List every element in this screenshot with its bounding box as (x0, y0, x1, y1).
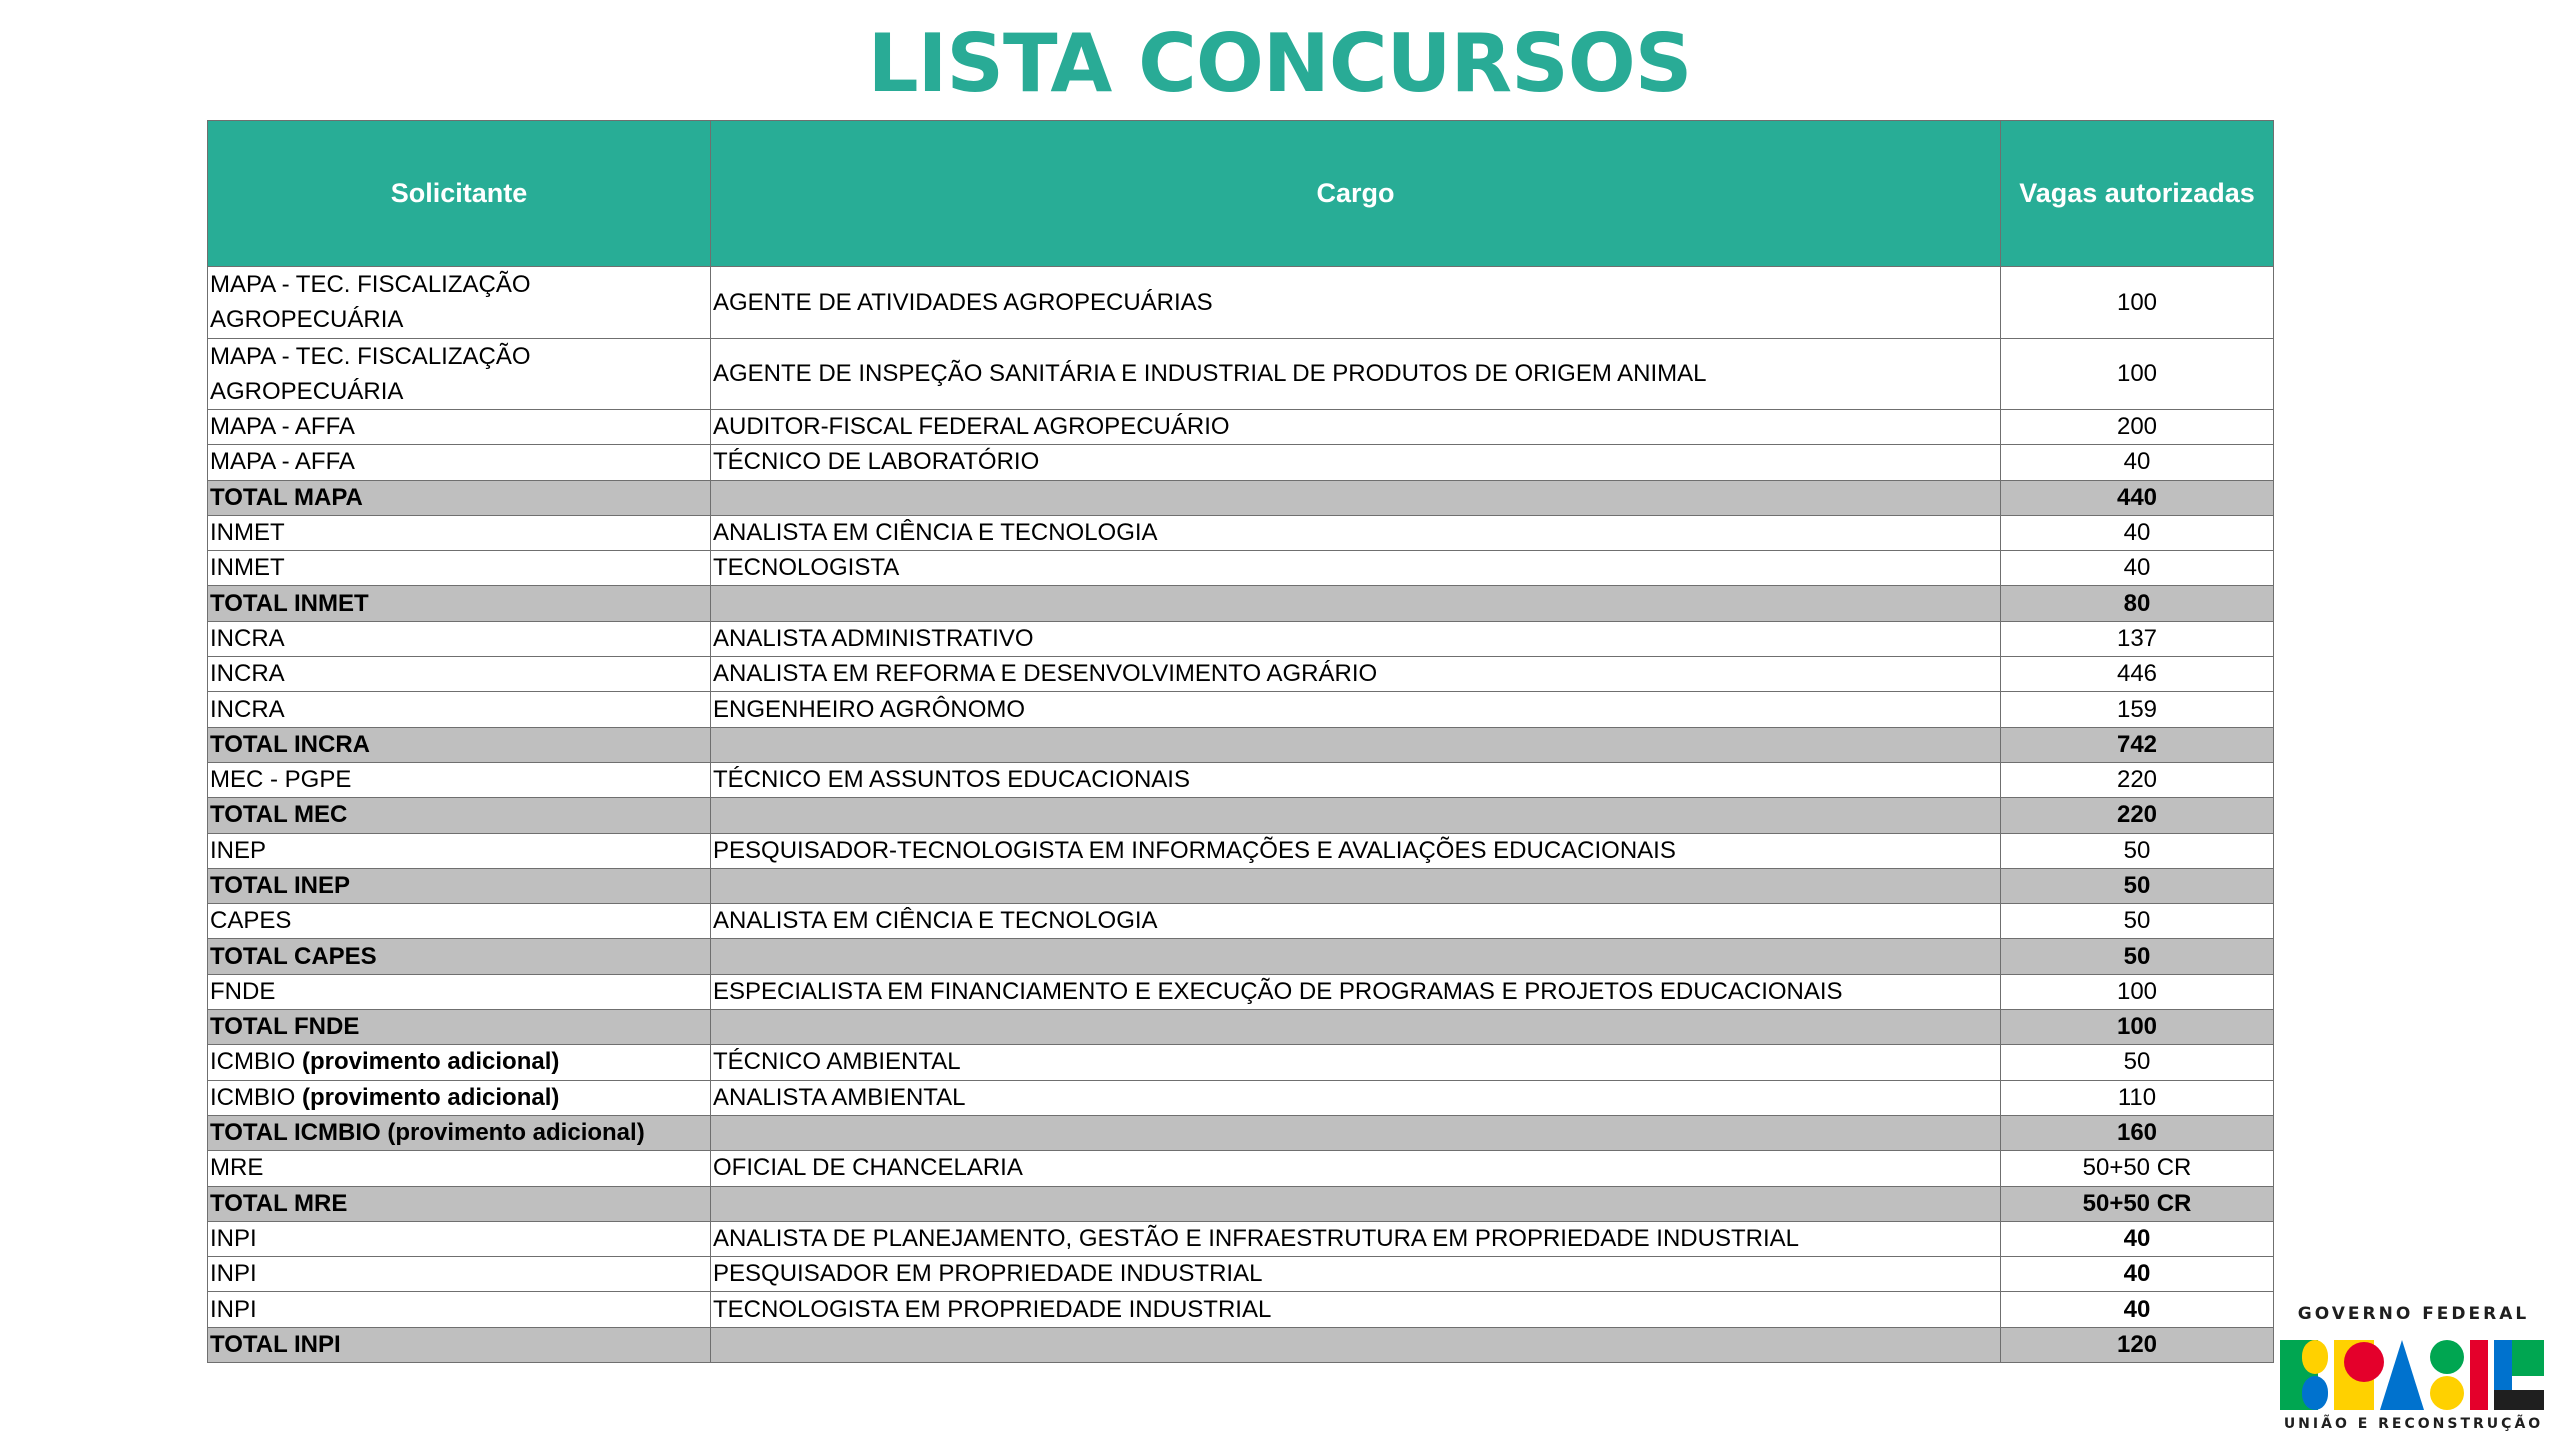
logo-top-text: GOVERNO FEDERAL (2297, 1304, 2530, 1324)
cell-solicitante: TOTAL INEP (208, 868, 711, 903)
cell-solicitante: INMET (208, 515, 711, 550)
cell-cargo (711, 868, 2001, 903)
brasil-wordmark-icon (2280, 1336, 2548, 1412)
page-title: LISTA CONCURSOS (867, 17, 1692, 110)
cell-vagas: 40 (2001, 445, 2274, 480)
cell-solicitante: MAPA - TEC. FISCALIZAÇÃO AGROPECUÁRIA (208, 267, 711, 339)
cell-cargo: AGENTE DE ATIVIDADES AGROPECUÁRIAS (711, 267, 2001, 339)
cell-cargo: ANALISTA DE PLANEJAMENTO, GESTÃO E INFRAESTRUTURA EM PROPRIEDADE INDUSTRIAL (711, 1221, 2001, 1256)
cell-solicitante (208, 1045, 711, 1080)
cell-solicitante: INPI (208, 1221, 711, 1256)
cell-vagas: 40 (2001, 551, 2274, 586)
cell-solicitante: TOTAL MRE (208, 1186, 711, 1221)
header-vagas: Vagas autorizadas (2001, 121, 2274, 267)
cell-solicitante (208, 1080, 711, 1115)
cell-vagas: 220 (2001, 798, 2274, 833)
table-row (208, 515, 2274, 550)
cell-cargo: ANALISTA EM CIÊNCIA E TECNOLOGIA (711, 515, 2001, 550)
total-row (208, 939, 2274, 974)
cell-solicitante: CAPES (208, 904, 711, 939)
table-row (208, 1292, 2274, 1327)
cell-solicitante: MEC - PGPE (208, 762, 711, 797)
cell-solicitante: TOTAL MEC (208, 798, 711, 833)
cell-cargo: ANALISTA EM CIÊNCIA E TECNOLOGIA (711, 904, 2001, 939)
cell-cargo (711, 1010, 2001, 1045)
cell-vagas: 50 (2001, 868, 2274, 903)
logo-shape-r-circle (2344, 1342, 2384, 1382)
cell-solicitante: TOTAL INCRA (208, 727, 711, 762)
cell-solicitante: INEP (208, 833, 711, 868)
table-row (208, 657, 2274, 692)
cell-solicitante: TOTAL FNDE (208, 1010, 711, 1045)
table-row (208, 1080, 2274, 1115)
cell-cargo: ANALISTA ADMINISTRATIVO (711, 621, 2001, 656)
cell-cargo: ANALISTA AMBIENTAL (711, 1080, 2001, 1115)
cell-vagas: 100 (2001, 1010, 2274, 1045)
cell-vagas: 220 (2001, 762, 2274, 797)
cell-solicitante: TOTAL ICMBIO (provimento adicional) (208, 1115, 711, 1150)
total-row (208, 480, 2274, 515)
cell-vagas: 100 (2001, 338, 2274, 410)
cell-solicitante: INCRA (208, 692, 711, 727)
cell-cargo: ENGENHEIRO AGRÔNOMO (711, 692, 2001, 727)
cell-vagas: 160 (2001, 1115, 2274, 1150)
cell-cargo: ANALISTA EM REFORMA E DESENVOLVIMENTO AGRÁRIO (711, 657, 2001, 692)
logo-shape-s (2430, 1340, 2464, 1374)
table-row (208, 338, 2274, 410)
cell-cargo: AGENTE DE INSPEÇÃO SANITÁRIA E INDUSTRIAL DE PRODUTOS DE ORIGEM ANIMAL (711, 338, 2001, 410)
cell-vagas: 50 (2001, 904, 2274, 939)
cell-cargo: TECNOLOGISTA (711, 551, 2001, 586)
cell-cargo (711, 480, 2001, 515)
cell-vagas: 100 (2001, 267, 2274, 339)
logo-shape-b-bowl2 (2302, 1376, 2328, 1410)
cell-solicitante: MAPA - AFFA (208, 445, 711, 480)
total-row (208, 586, 2274, 621)
cell-vagas: 50 (2001, 833, 2274, 868)
cell-cargo: TÉCNICO EM ASSUNTOS EDUCACIONAIS (711, 762, 2001, 797)
cell-cargo (711, 727, 2001, 762)
total-row (208, 868, 2274, 903)
cell-vagas: 120 (2001, 1327, 2274, 1362)
total-row (208, 1115, 2274, 1150)
solicitante-note: (provimento adicional) (302, 1048, 560, 1076)
concursos-table (207, 120, 2274, 1363)
cell-cargo (711, 939, 2001, 974)
total-row (208, 798, 2274, 833)
table-row (208, 621, 2274, 656)
logo-shape-l-foot (2494, 1390, 2544, 1410)
cell-cargo (711, 1115, 2001, 1150)
cell-solicitante: MRE (208, 1151, 711, 1186)
header-solicitante: Solicitante (208, 121, 711, 267)
cell-vagas: 137 (2001, 621, 2274, 656)
total-row (208, 1186, 2274, 1221)
logo-bottom-text: UNIÃO E RECONSTRUÇÃO (2283, 1416, 2544, 1432)
table-row (208, 762, 2274, 797)
cell-vagas: 50+50 CR (2001, 1151, 2274, 1186)
solicitante-note: (provimento adicional) (302, 1083, 560, 1111)
cell-vagas: 200 (2001, 410, 2274, 445)
cell-vagas: 50 (2001, 1045, 2274, 1080)
logo-shape-s2 (2430, 1376, 2464, 1410)
logo-shape-a (2380, 1340, 2424, 1410)
governo-federal-logo (2272, 1304, 2555, 1438)
cell-vagas: 440 (2001, 480, 2274, 515)
cell-cargo: PESQUISADOR-TECNOLOGISTA EM INFORMAÇÕES E AVALIAÇÕES EDUCACIONAIS (711, 833, 2001, 868)
cell-vagas: 742 (2001, 727, 2274, 762)
cell-cargo (711, 798, 2001, 833)
cell-solicitante: INPI (208, 1257, 711, 1292)
table-row (208, 974, 2274, 1009)
table-row (208, 267, 2274, 339)
table-row (208, 833, 2274, 868)
cell-cargo (711, 1186, 2001, 1221)
table-row (208, 1045, 2274, 1080)
cell-vagas: 100 (2001, 974, 2274, 1009)
cell-solicitante: FNDE (208, 974, 711, 1009)
cell-cargo: TECNOLOGISTA EM PROPRIEDADE INDUSTRIAL (711, 1292, 2001, 1327)
table-row (208, 692, 2274, 727)
solicitante-name: ICMBIO (210, 1083, 296, 1111)
table-row (208, 445, 2274, 480)
cell-solicitante: MAPA - TEC. FISCALIZAÇÃO AGROPECUÁRIA (208, 338, 711, 410)
cell-vagas: 110 (2001, 1080, 2274, 1115)
cell-vagas: 40 (2001, 1221, 2274, 1256)
cell-vagas: 40 (2001, 1257, 2274, 1292)
cell-cargo (711, 1327, 2001, 1362)
cell-cargo: AUDITOR-FISCAL FEDERAL AGROPECUÁRIO (711, 410, 2001, 445)
header-cargo: Cargo (711, 121, 2001, 267)
table-row (208, 1257, 2274, 1292)
logo-shape-i (2470, 1340, 2488, 1410)
cell-cargo: TÉCNICO AMBIENTAL (711, 1045, 2001, 1080)
cell-solicitante: MAPA - AFFA (208, 410, 711, 445)
solicitante-name: ICMBIO (210, 1048, 296, 1076)
table-row (208, 551, 2274, 586)
cell-vagas: 80 (2001, 586, 2274, 621)
cell-cargo: PESQUISADOR EM PROPRIEDADE INDUSTRIAL (711, 1257, 2001, 1292)
cell-cargo: ESPECIALISTA EM FINANCIAMENTO E EXECUÇÃO DE PROGRAMAS E PROJETOS EDUCACIONAIS (711, 974, 2001, 1009)
logo-shape-b-bowl (2302, 1340, 2328, 1374)
cell-vagas: 40 (2001, 515, 2274, 550)
table-row (208, 1151, 2274, 1186)
cell-solicitante: TOTAL CAPES (208, 939, 711, 974)
total-row (208, 727, 2274, 762)
total-row (208, 1327, 2274, 1362)
cell-vagas: 50+50 CR (2001, 1186, 2274, 1221)
cell-solicitante: INCRA (208, 621, 711, 656)
cell-solicitante: INCRA (208, 657, 711, 692)
cell-vagas: 50 (2001, 939, 2274, 974)
table-row (208, 904, 2274, 939)
cell-solicitante: TOTAL INPI (208, 1327, 711, 1362)
cell-solicitante: TOTAL INMET (208, 586, 711, 621)
cell-cargo (711, 586, 2001, 621)
table-row (208, 1221, 2274, 1256)
cell-vagas: 40 (2001, 1292, 2274, 1327)
cell-solicitante: INPI (208, 1292, 711, 1327)
cell-solicitante: TOTAL MAPA (208, 480, 711, 515)
table-header-row (208, 121, 2274, 267)
cell-vagas: 159 (2001, 692, 2274, 727)
table-row (208, 410, 2274, 445)
cell-cargo: OFICIAL DE CHANCELARIA (711, 1151, 2001, 1186)
total-row (208, 1010, 2274, 1045)
cell-solicitante: INMET (208, 551, 711, 586)
cell-vagas: 446 (2001, 657, 2274, 692)
cell-cargo: TÉCNICO DE LABORATÓRIO (711, 445, 2001, 480)
logo-shape-accent (2512, 1340, 2544, 1376)
